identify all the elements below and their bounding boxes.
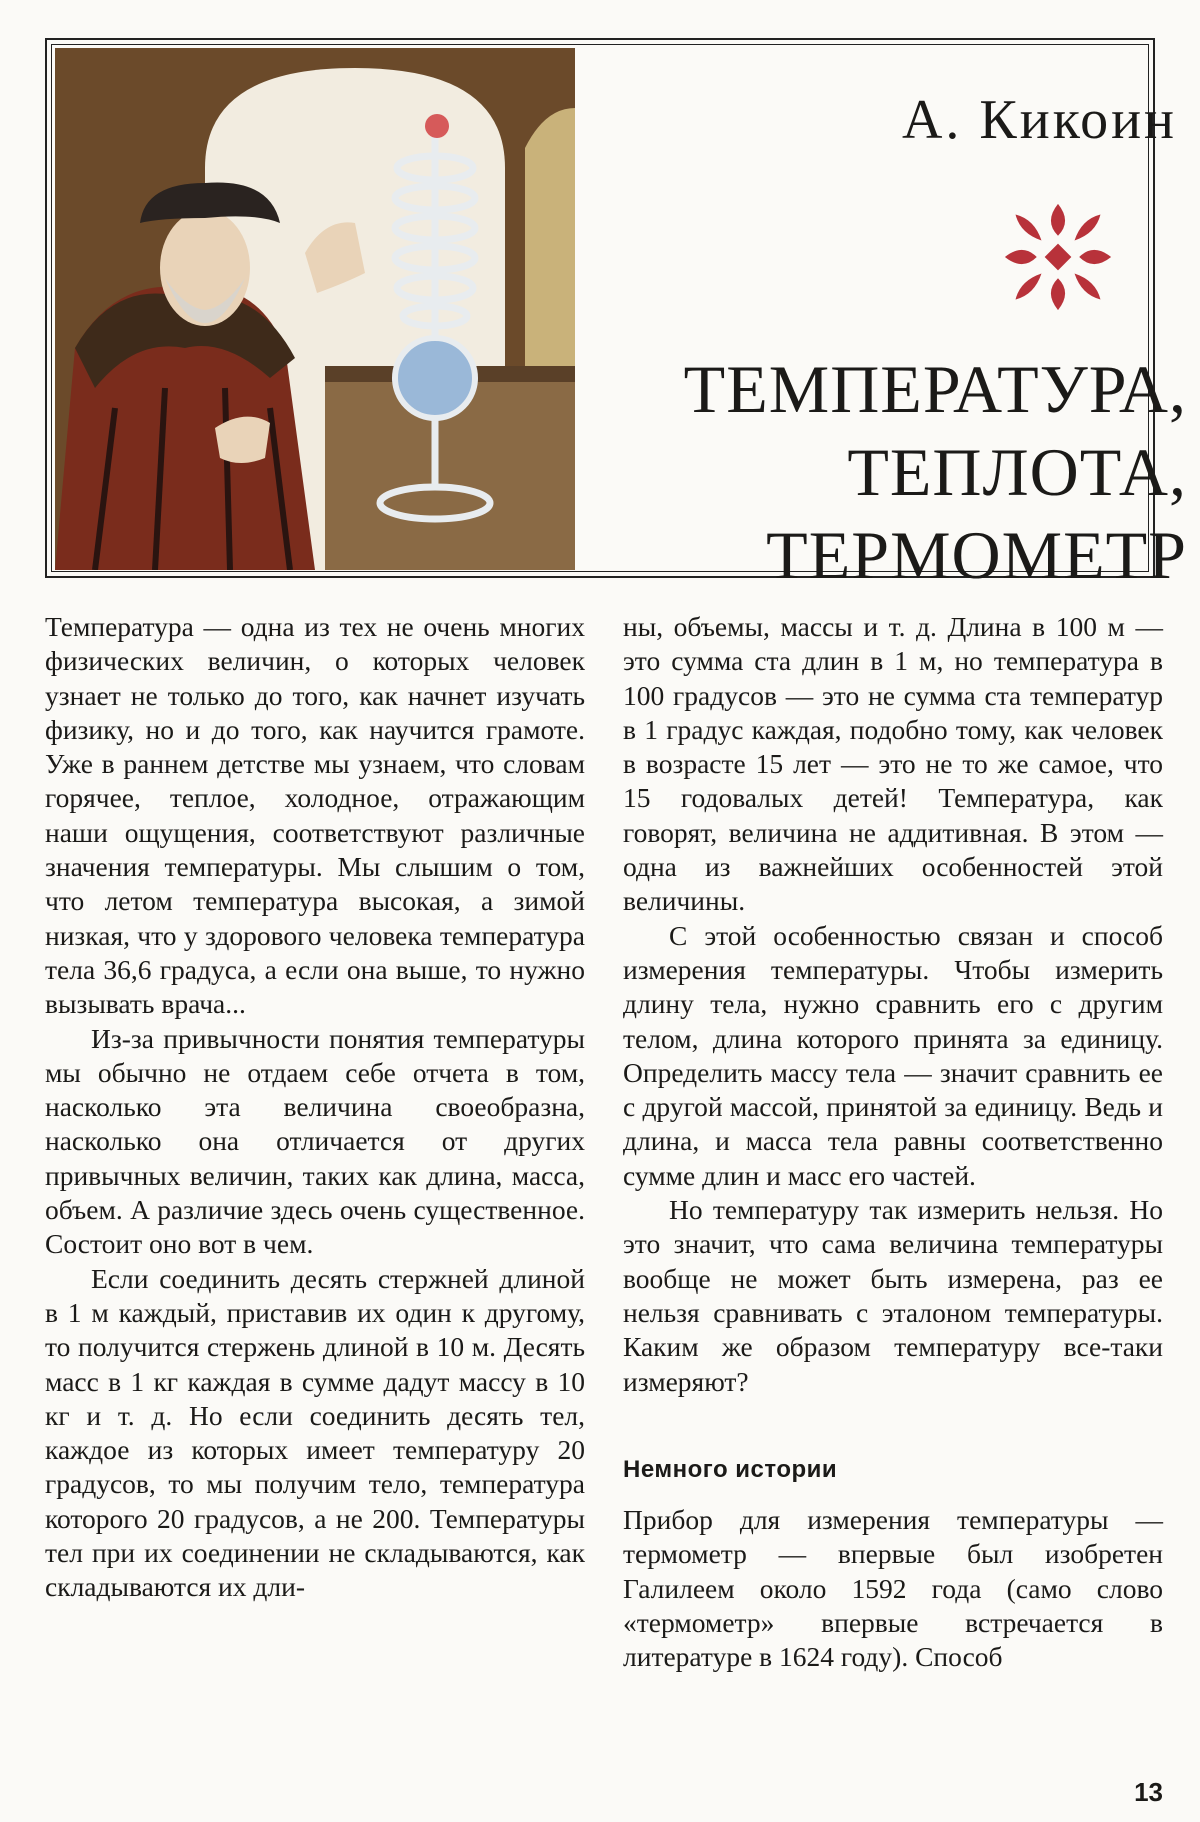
title-line-3: ТЕРМОМЕТР (766, 517, 1187, 593)
illustration-svg (55, 48, 575, 570)
author-name: А. Кикоин (901, 89, 1177, 151)
ornament-icon (999, 198, 1117, 316)
article-header (45, 38, 1187, 593)
illustration-thermoscope-top (425, 114, 449, 138)
page-number: 13 (1134, 1777, 1163, 1807)
title-line-1: ТЕМПЕРАТУРА, (683, 351, 1187, 427)
article-title (607, 348, 1187, 597)
left-column (45, 610, 585, 1605)
section-heading: Немного истории (623, 1455, 838, 1483)
galileo-illustration (55, 48, 575, 570)
illustration-thermoscope-bulb (395, 338, 475, 418)
title-line-2: ТЕПЛОТА, (847, 434, 1187, 510)
paragraph: Прибор для измерения температуры — термометр — впервые был изобретен Галилеем около 1592 года (само слово «термометр» впервые встречается в литературе в 1624 году). Способ (623, 1504, 1163, 1673)
right-column (623, 610, 1163, 1675)
paragraph: Но температуру так измерить нельзя. Но это значит, что сама величина температуры вообще не может быть измерена, раз ее нельзя сравнивать с эталоном температуры. Каким же образом температуру все-таки измеряют? (623, 1194, 1163, 1397)
illustration-lower-hand (215, 417, 270, 463)
paragraph: Температура — одна из тех не очень многих физических величин, о которых человек узнает не только до того, как начнет изучать физику, но и до того, как научится грамоте. Уже в раннем детстве мы узнаем, что словам горячее, теплое, холодное, отражающим наши ощущения, соответствуют различные значения температуры. Мы слышим о том, что летом температура высокая, а зимой низкая, что у здорового человека температура тела 36,6 градуса, а если она выше, то нужно вызывать врача... (45, 611, 585, 1020)
illustration-face (160, 210, 250, 326)
ornament-svg (999, 198, 1117, 316)
paragraph: Из-за привычности понятия температуры мы обычно не отдаем себе отчета в том, насколько эта величина своеобразна, насколько она отличается от других привычных величин, таких как длина, масса, объем. А различие здесь очень существенное. Состоит оно вот в чем. (45, 1022, 585, 1260)
paragraph: С этой особенностью связан и способ измерения температуры. Чтобы измерить длину тела, нужно сравнить его с другим телом, длина которого принята за единицу. Определить массу тела — значит сравнить ее с другой массой, принятой за единицу. Ведь и длина, и масса тела равны соответственно сумме длин и масс его частей. (623, 919, 1163, 1191)
paragraph: Если соединить десять стержней длиной в 1 м каждый, приставив их один к другому, то получится стержень длиной в 10 м. Десять масс в 1 кг каждая в сумме дадут массу в 10 кг и т. д. Но если соединить десять тел, каждое из которых имеет температуру 20 градусов, то мы получим тело, температура которого 20 градусов, а не 200. Температуры тел при их соединении не складываются, как складываются их дли- (45, 1262, 585, 1603)
paragraph: ны, объемы, массы и т. д. Длина в 100 м — это сумма ста длин в 1 м, но температура в 100 градусов — это не сумма ста температур в 1 градус каждая, подобно тому, как человек в возрасте 15 лет — это не то же самое, что 15 годовалых детей! Температура, как говорят, величина не аддитивная. В этом — одна из важнейших особенностей этой величины. (623, 611, 1163, 917)
